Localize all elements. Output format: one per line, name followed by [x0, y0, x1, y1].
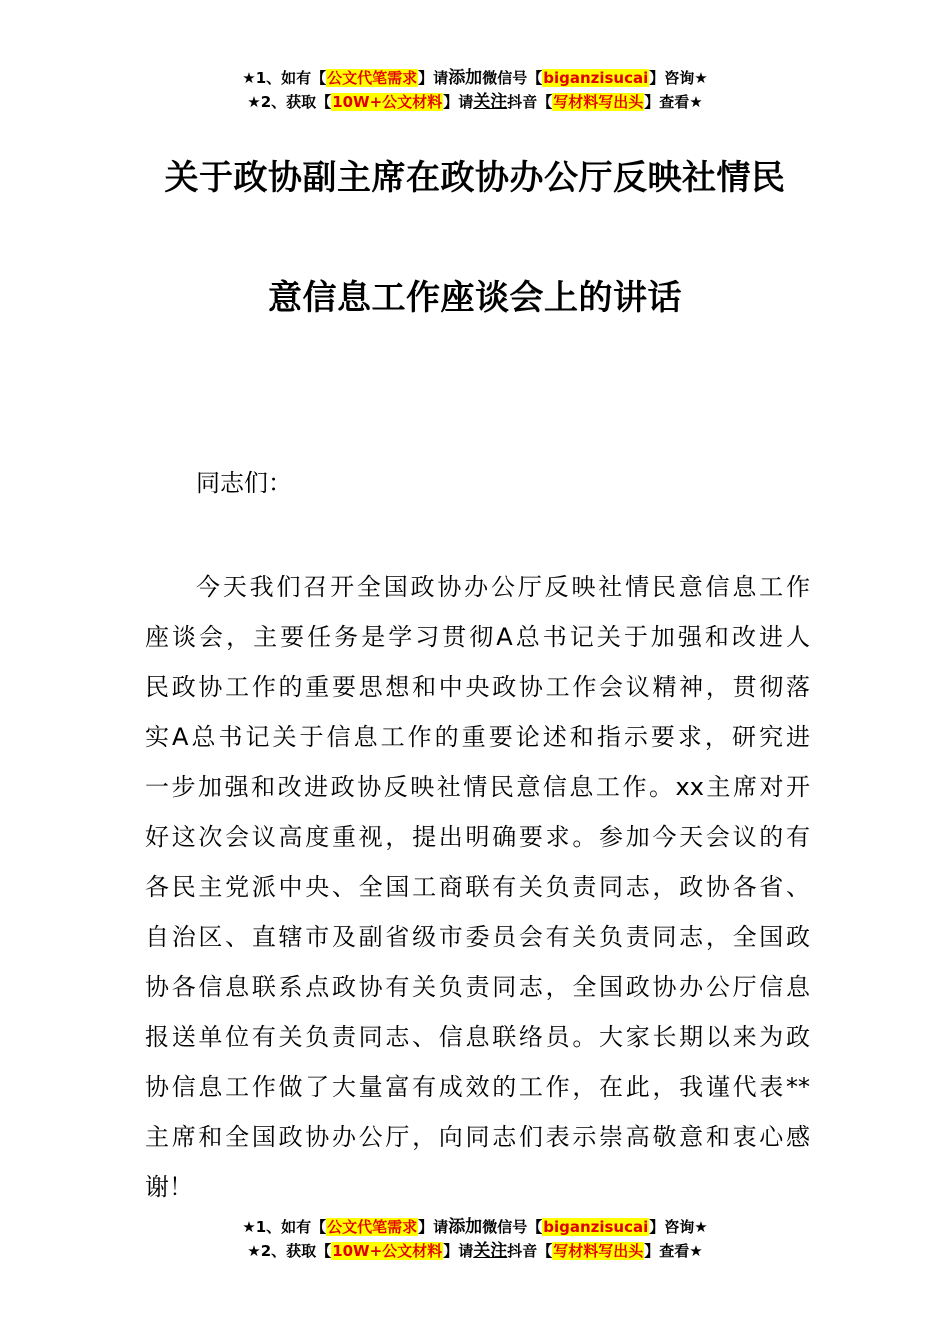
promo-text: 】请 — [418, 69, 449, 87]
promo-text: 】请 — [443, 1242, 474, 1260]
promo-wechat-id: biganzisucai — [543, 1218, 649, 1236]
paragraph-line: 协信息工作做了大量富有成效的工作，在此，我谨代表** — [145, 1073, 810, 1101]
promo-text: 】咨询★ — [649, 1218, 708, 1236]
paragraph-line: 主席和全国政协办公厅，向同志们表示崇高敬意和衷心感 — [145, 1123, 810, 1151]
paragraph-line: 自治区、直辖市及副省级市委员会有关负责同志，全国政 — [145, 923, 810, 951]
paragraph-line: 实A总书记关于信息工作的重要论述和指示要求，研究进 — [145, 723, 810, 751]
promo-text: 抖音【 — [507, 93, 553, 111]
promo-text: ★2、获取【 — [247, 93, 332, 111]
promo-emphasis: 关注 — [473, 1241, 508, 1261]
paragraph-line: 一步加强和改进政协反映社情民意信息工作。xx主席对开 — [145, 773, 810, 801]
promo-text: 】请 — [418, 1218, 449, 1236]
promo-text: 】查看★ — [644, 1242, 703, 1260]
promo-text: 】请 — [443, 93, 474, 111]
promo-text: ★1、如有【 — [242, 69, 327, 87]
paragraph-line: 谢！ — [145, 1173, 193, 1201]
footer-promo-line-1 — [0, 1215, 950, 1239]
paragraph-line: 民政协工作的重要思想和中央政协工作会议精神，贯彻落 — [145, 673, 810, 701]
paragraph-line: 协各信息联系点政协有关负责同志，全国政协办公厅信息 — [145, 973, 810, 1001]
paragraph-line: 座谈会，主要任务是学习贯彻A总书记关于加强和改进人 — [145, 623, 810, 651]
promo-highlight: 10W+公文材料 — [332, 93, 443, 111]
promo-text: ★1、如有【 — [242, 1218, 327, 1236]
document-title-line-1: 关于政协副主席在政协办公厅反映社情民 — [164, 158, 786, 198]
paragraph-line: 报送单位有关负责同志、信息联络员。大家长期以来为政 — [145, 1023, 810, 1051]
footer-promo — [0, 1215, 950, 1263]
promo-text: 微信号【 — [482, 1218, 543, 1236]
promo-highlight: 公文代笔需求 — [327, 1218, 418, 1236]
promo-text: 抖音【 — [507, 1242, 553, 1260]
promo-text: 】咨询★ — [649, 69, 708, 87]
document-title-line-2: 意信息工作座谈会上的讲话 — [268, 278, 682, 318]
promo-wechat-id: biganzisucai — [543, 69, 649, 87]
header-promo-line-1 — [0, 66, 950, 90]
promo-text: 微信号【 — [482, 69, 543, 87]
header-promo-line-2 — [0, 90, 950, 114]
promo-douyin-account: 写材料写出头 — [553, 93, 644, 111]
salutation: 同志们： — [196, 469, 292, 497]
promo-text: 】查看★ — [644, 93, 703, 111]
body-paragraph — [145, 562, 810, 1212]
header-promo — [0, 66, 950, 114]
paragraph-line: 各民主党派中央、全国工商联有关负责同志，政协各省、 — [145, 873, 810, 901]
promo-highlight: 10W+公文材料 — [332, 1242, 443, 1260]
promo-text: ★2、获取【 — [247, 1242, 332, 1260]
promo-emphasis: 关注 — [473, 92, 508, 112]
paragraph-line: 好这次会议高度重视，提出明确要求。参加今天会议的有 — [145, 823, 810, 851]
promo-emphasis: 添加 — [448, 68, 483, 88]
promo-highlight: 公文代笔需求 — [327, 69, 418, 87]
promo-douyin-account: 写材料写出头 — [553, 1242, 644, 1260]
promo-emphasis: 添加 — [448, 1217, 483, 1237]
footer-promo-line-2 — [0, 1239, 950, 1263]
paragraph-line: 今天我们召开全国政协办公厅反映社情民意信息工作 — [196, 573, 810, 601]
